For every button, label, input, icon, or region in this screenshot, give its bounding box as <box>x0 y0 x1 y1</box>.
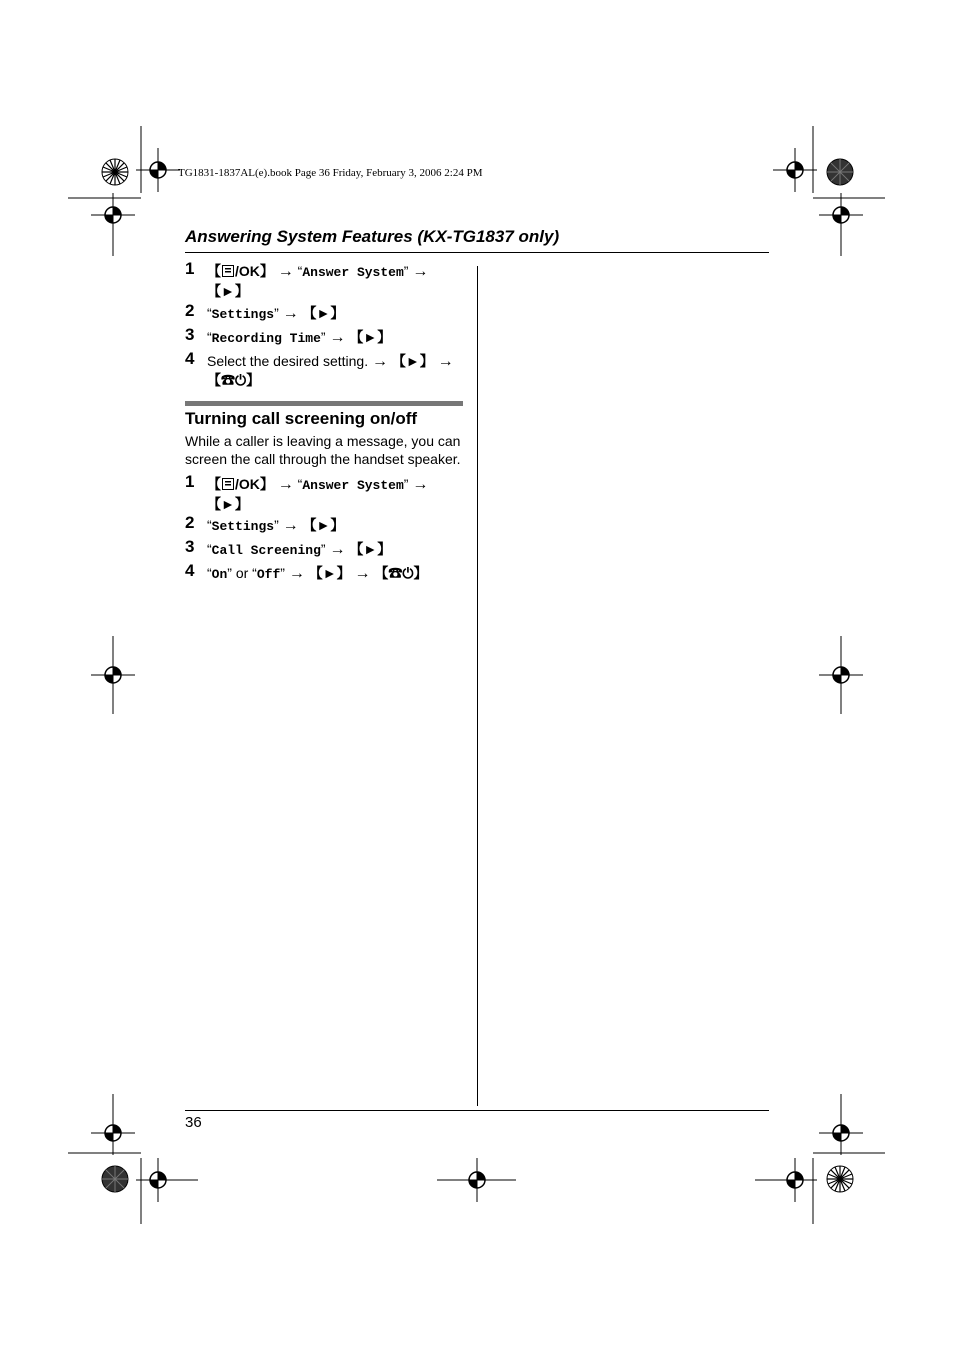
arrow-icon: → <box>329 329 346 346</box>
step-number: 1 <box>185 472 195 491</box>
menu-icon <box>222 478 234 490</box>
procedure2-step-4: 4 “On” or “Off” → 【►】 → 【☎⏻】 <box>185 561 428 582</box>
right-arrow-key-icon: 【►】 <box>207 283 249 299</box>
step-number: 2 <box>185 301 195 320</box>
column-divider <box>477 266 478 1106</box>
menu-item: Recording Time <box>211 331 321 346</box>
option-on: On <box>211 567 228 582</box>
procedure2-step-3: 3 “Call Screening” → 【►】 <box>185 537 392 558</box>
right-arrow-key-icon: 【►】 <box>349 541 392 557</box>
step-number: 4 <box>185 349 195 368</box>
menu-item: Settings <box>211 307 275 322</box>
menu-item: Call Screening <box>211 543 321 558</box>
step-text: Select the desired setting. <box>207 353 369 369</box>
starburst-mark-icon <box>101 158 129 186</box>
section-bar <box>185 401 463 406</box>
right-arrow-key-icon: 【►】 <box>207 496 249 512</box>
arrow-icon: → <box>277 476 294 493</box>
right-arrow-key-icon: 【►】 <box>391 353 434 369</box>
arrow-icon: → <box>288 565 305 582</box>
procedure2-step-2: 2 “Settings” → 【►】 <box>185 513 345 534</box>
arrow-icon: → <box>412 476 429 493</box>
right-arrow-key-icon: 【►】 <box>302 517 345 533</box>
menu-ok-key: 【 /OK】 <box>207 476 274 492</box>
menu-icon <box>222 265 234 277</box>
header-rule <box>185 252 769 253</box>
menu-item: Settings <box>211 519 275 534</box>
procedure1-step-3: 3 “Recording Time” → 【►】 <box>185 325 392 346</box>
step-number: 2 <box>185 513 195 532</box>
footer-rule <box>185 1110 769 1111</box>
option-off: Off <box>256 567 281 582</box>
arrow-icon: → <box>412 263 429 280</box>
arrow-icon: → <box>437 353 454 370</box>
right-arrow-key-icon: 【►】 <box>308 565 351 581</box>
menu-ok-key: 【 /OK】 <box>207 263 274 279</box>
procedure1-step-4 <box>185 349 470 389</box>
procedure2-step-1: 1 【 /OK】 → “Answer System” → 【►】 <box>185 472 429 512</box>
right-arrow-key-icon: 【►】 <box>349 329 392 345</box>
starburst-mark-icon <box>101 1165 129 1193</box>
section-header: Answering System Features (KX-TG1837 only) <box>185 227 560 246</box>
step-number: 3 <box>185 325 195 344</box>
procedure1-step-1: 1 【 /OK】 → “Answer System” → 【►】 <box>185 259 429 299</box>
arrow-icon: → <box>282 305 299 322</box>
step-number: 4 <box>185 561 195 580</box>
off-power-icon: 【☎⏻】 <box>374 565 428 581</box>
subsection-heading: Turning call screening on/off <box>185 409 418 428</box>
or-text: or <box>235 565 249 581</box>
procedure1-step-2: 2 “Settings” → 【►】 <box>185 301 345 322</box>
step-number: 3 <box>185 537 195 556</box>
print-info: TG1831-1837AL(e).book Page 36 Friday, February 3, 2006 2:24 PM <box>178 167 483 179</box>
starburst-mark-icon <box>826 1165 854 1193</box>
arrow-icon: → <box>277 263 294 280</box>
arrow-icon: → <box>372 353 388 370</box>
arrow-icon: → <box>354 565 371 582</box>
off-power-icon: 【☎⏻】 <box>207 372 261 388</box>
menu-item: Answer System <box>302 265 404 280</box>
right-arrow-key-icon: 【►】 <box>302 305 345 321</box>
intro-paragraph: While a caller is leaving a message, you can screen the call through the handset speaker. <box>185 433 461 467</box>
arrow-icon: → <box>282 517 299 534</box>
arrow-icon: → <box>329 541 346 558</box>
page-number: 36 <box>185 1114 202 1131</box>
starburst-mark-icon <box>826 158 854 186</box>
menu-item: Answer System <box>302 478 404 493</box>
step-number: 1 <box>185 259 195 278</box>
